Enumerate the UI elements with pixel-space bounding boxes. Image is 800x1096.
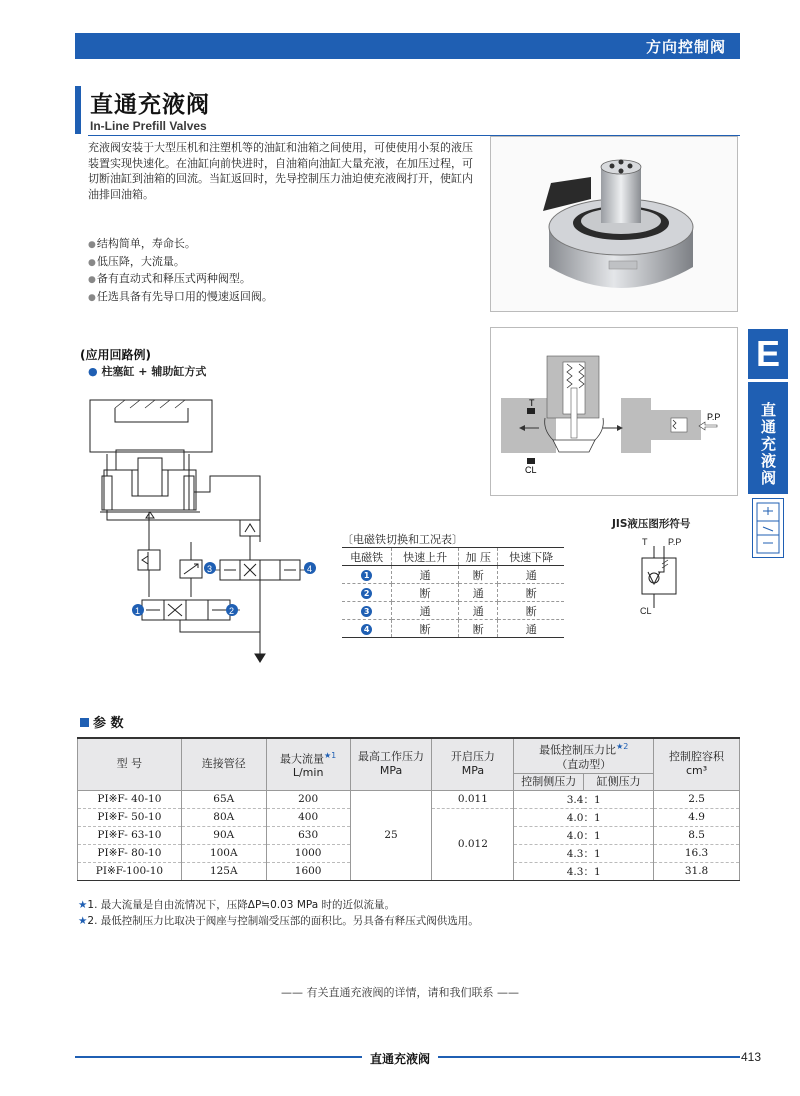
table-row bbox=[78, 790, 740, 808]
table-cell: 通 bbox=[498, 620, 564, 638]
cell-volume: 8.5 bbox=[654, 826, 740, 844]
cell-ratio: 4.0：1 bbox=[514, 808, 654, 826]
params-heading-text: 参 数 bbox=[93, 716, 124, 731]
col-volume-title: 控制腔容积 bbox=[669, 750, 725, 764]
solenoid-number: 3 bbox=[361, 606, 372, 617]
col-ratio: 最低控制压力比$^{★2}$ （直动型） bbox=[514, 738, 654, 773]
cell-ratio: 3.4：1 bbox=[514, 790, 654, 808]
col-model: 型 号 bbox=[78, 738, 182, 790]
section-tab: E bbox=[748, 329, 788, 379]
cell-model: PI※F- 80-10 bbox=[78, 844, 182, 862]
table-cell: 断 bbox=[498, 584, 564, 602]
solenoid-number: 1 bbox=[361, 570, 372, 581]
page-number: 413 bbox=[741, 1050, 762, 1064]
jis-label-pp: P.P bbox=[668, 537, 682, 547]
col-open-pressure-title: 开启压力 bbox=[450, 750, 495, 764]
cell-flow: 630 bbox=[266, 826, 350, 844]
table-cell: 通 bbox=[498, 566, 564, 584]
col-open-pressure bbox=[432, 738, 514, 790]
section-tab-symbol bbox=[752, 498, 784, 558]
col-max-pressure-title: 最高工作压力 bbox=[358, 750, 425, 764]
cell-pipe: 100A bbox=[181, 844, 266, 862]
section-tab-label: 直通充液阀 bbox=[748, 382, 788, 494]
table-cell: 断 bbox=[459, 620, 498, 638]
cell-volume: 31.8 bbox=[654, 862, 740, 880]
table-cell: 断 bbox=[459, 566, 498, 584]
table-row bbox=[342, 566, 564, 584]
header-bar bbox=[75, 33, 740, 59]
circuit-subtitle-text: 柱塞缸 + 辅助缸方式 bbox=[101, 365, 207, 378]
table-cell: 通 bbox=[392, 602, 459, 620]
col-ratio-sub: （直动型） bbox=[556, 757, 612, 771]
cell-model: PI※F- 63-10 bbox=[78, 826, 182, 844]
square-icon bbox=[80, 718, 89, 727]
cell-volume: 16.3 bbox=[654, 844, 740, 862]
cell-open-pressure: 0.011 bbox=[432, 790, 514, 808]
col-flow-unit: L/min bbox=[292, 766, 324, 780]
switch-header: 电磁铁 bbox=[342, 548, 392, 566]
feature-item: ● 备有直动式和释压式两种阀型。 bbox=[88, 271, 273, 289]
note-text: 2. 最低控制压力比取决于阀座与控制端受压部的面积比。另具备有释压式阀供选用。 bbox=[87, 915, 479, 927]
table-cell: 通 bbox=[392, 566, 459, 584]
cell-ratio: 4.0：1 bbox=[514, 826, 654, 844]
cell-flow: 1000 bbox=[266, 844, 350, 862]
jis-label-t: T bbox=[642, 537, 648, 547]
switch-header: 快速上升 bbox=[392, 548, 459, 566]
footer-title-text: 直通充液阀 bbox=[362, 1052, 438, 1066]
cell-max-pressure: 25 bbox=[350, 790, 432, 880]
col-flow-title: 最大流量 bbox=[280, 752, 324, 766]
svg-text:3: 3 bbox=[207, 564, 213, 574]
feature-list bbox=[88, 236, 273, 306]
cell-ratio: 4.3：1 bbox=[514, 862, 654, 880]
category-title: 方向控制阀 bbox=[645, 38, 726, 56]
cell-volume: 4.9 bbox=[654, 808, 740, 826]
solenoid-number: 2 bbox=[361, 588, 372, 599]
page-subtitle-en: In-Line Prefill Valves bbox=[90, 119, 207, 133]
col-max-pressure-unit: MPa bbox=[379, 764, 403, 778]
cell-pipe: 80A bbox=[181, 808, 266, 826]
switch-header: 加 压 bbox=[459, 548, 498, 566]
section-drawing bbox=[490, 327, 738, 496]
jis-symbol-title: JIS液压图形符号 bbox=[612, 518, 691, 530]
cell-pipe: 90A bbox=[181, 826, 266, 844]
product-photo bbox=[490, 136, 738, 312]
cell-model: PI※F- 50-10 bbox=[78, 808, 182, 826]
label-cl: CL bbox=[525, 465, 537, 475]
cell-open-pressure: 0.012 bbox=[432, 808, 514, 880]
note-item: ★1. 最大流量是自由流情况下，压降ΔP≒0.03 MPa 时的近似流量。 bbox=[78, 899, 396, 911]
title-marker bbox=[75, 86, 81, 134]
switch-header: 快速下降 bbox=[498, 548, 564, 566]
col-flow: 最大流量$^{★1}$ L/min bbox=[266, 738, 350, 790]
page-title: 直通充液阀 bbox=[90, 92, 210, 118]
table-cell: 断 bbox=[392, 620, 459, 638]
label-pp: P.P bbox=[707, 412, 721, 422]
cell-ratio: 4.3：1 bbox=[514, 844, 654, 862]
label-t: T bbox=[529, 398, 535, 408]
cell-pipe: 125A bbox=[181, 862, 266, 880]
switch-table bbox=[342, 547, 564, 638]
table-cell: 通 bbox=[459, 584, 498, 602]
switch-table-title: 〔电磁铁切换和工况表〕 bbox=[342, 533, 463, 546]
params-table bbox=[77, 737, 740, 881]
circuit-title: (应用回路例) bbox=[80, 348, 151, 362]
params-heading bbox=[80, 712, 124, 731]
jis-label-cl: CL bbox=[640, 606, 652, 616]
col-volume bbox=[654, 738, 740, 790]
footer-title bbox=[0, 1050, 800, 1067]
notes bbox=[78, 897, 479, 929]
table-cell: 断 bbox=[392, 584, 459, 602]
svg-text:1: 1 bbox=[135, 606, 141, 616]
col-open-pressure-unit: MPa bbox=[461, 764, 485, 778]
cell-flow: 400 bbox=[266, 808, 350, 826]
col-volume-unit: cm³ bbox=[685, 764, 708, 778]
cell-flow: 200 bbox=[266, 790, 350, 808]
feature-item: ● 结构简单，寿命长。 bbox=[88, 236, 273, 254]
note-item: ★2. 最低控制压力比取决于阀座与控制端受压部的面积比。另具备有释压式阀供选用。 bbox=[78, 915, 479, 927]
col-ratio-ctrl: 控制侧压力 bbox=[514, 773, 584, 790]
col-max-pressure bbox=[350, 738, 432, 790]
feature-item: ● 任选具备有先导口用的慢速返回阀。 bbox=[88, 289, 273, 307]
intro-paragraph: 充液阀安装于大型压机和注塑机等的油缸和油箱之间使用，可使使用小泵的液压装置实现快速化。在油缸向前快进时，自油箱向油缸大量充液，在加压过程，可切断油缸到油箱的回流。当缸返回时，先导控制压力油迫使充液阀打开，使缸内油排回油箱。 bbox=[88, 141, 473, 201]
table-row bbox=[342, 602, 564, 620]
col-pipe: 连接管径 bbox=[181, 738, 266, 790]
circuit-subtitle: ● 柱塞缸 + 辅助缸方式 bbox=[88, 365, 207, 378]
cell-volume: 2.5 bbox=[654, 790, 740, 808]
cell-pipe: 65A bbox=[181, 790, 266, 808]
table-row bbox=[342, 620, 564, 638]
cell-model: PI※F-100-10 bbox=[78, 862, 182, 880]
note-text: 1. 最大流量是自由流情况下，压降ΔP≒0.03 MPa 时的近似流量。 bbox=[87, 899, 396, 911]
cell-flow: 1600 bbox=[266, 862, 350, 880]
contact-line: —— 有关直通充液阀的详情，请和我们联系 —— bbox=[281, 986, 519, 999]
circuit-diagram bbox=[80, 392, 340, 672]
col-ratio-cyl: 缸侧压力 bbox=[584, 773, 654, 790]
table-row bbox=[342, 584, 564, 602]
table-cell: 通 bbox=[459, 602, 498, 620]
svg-text:4: 4 bbox=[307, 564, 313, 574]
feature-item: ● 低压降，大流量。 bbox=[88, 254, 273, 272]
table-cell: 断 bbox=[498, 602, 564, 620]
jis-symbol bbox=[628, 536, 708, 616]
solenoid-number: 4 bbox=[361, 624, 372, 635]
cell-model: PI※F- 40-10 bbox=[78, 790, 182, 808]
svg-text:2: 2 bbox=[229, 606, 235, 616]
col-ratio-title: 最低控制压力比 bbox=[539, 743, 617, 757]
